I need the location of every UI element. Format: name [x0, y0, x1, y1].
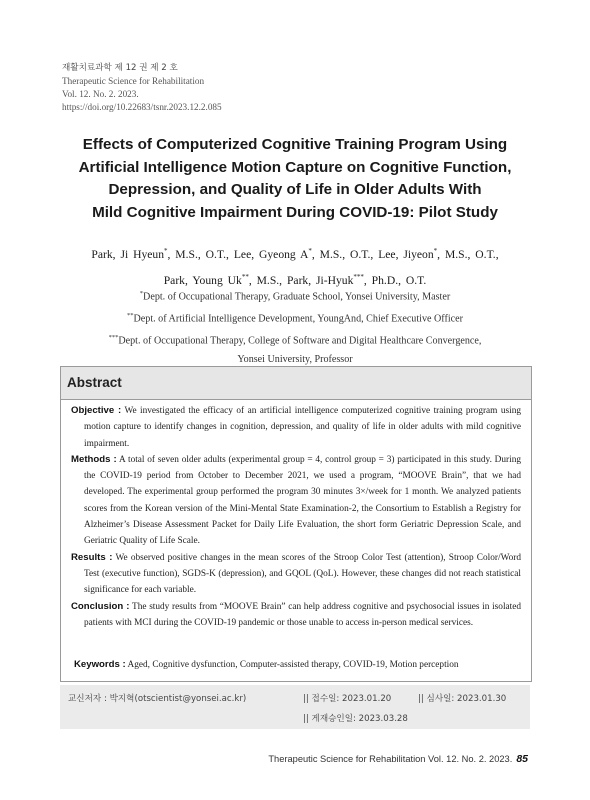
conclusion-section	[71, 599, 521, 632]
author-name: Park, Young Uk	[163, 273, 242, 287]
author-degrees: , M.S., O.T.,	[311, 247, 379, 261]
journal-english-name: Therapeutic Science for Rehabilitation	[62, 76, 205, 86]
title-line: Mild Cognitive Impairment During COVID-19: Pilot Study	[92, 203, 498, 221]
keywords	[74, 658, 521, 672]
correspondence-box	[60, 685, 530, 729]
keywords-label: Keywords :	[74, 659, 126, 670]
footer-journal: Therapeutic Science for Rehabilitation Vol. 12. No. 2. 2023.	[268, 754, 513, 764]
paper-title	[40, 134, 550, 224]
methods-section	[71, 452, 521, 550]
affiliation-text: Yonsei University, Professor	[237, 353, 353, 365]
affiliation-text: Dept. of Occupational Therapy, College of Software and Digital Healthcare Convergence,	[118, 335, 482, 347]
methods-label: Methods :	[71, 453, 117, 465]
author-name: Lee, Gyeong A	[233, 247, 309, 261]
title-line: Artificial Intelligence Motion Capture on Cognitive Function,	[78, 158, 512, 176]
abstract-body	[71, 403, 521, 631]
affiliation-text: Dept. of Occupational Therapy, Graduate School, Yonsei University, Master	[143, 291, 451, 303]
methods-text: A total of seven older adults (experimental group = 4, control group = 3) participated in this study. During the COVID-19 period from October to December 2021, we used a program, “MOOVE Brain”, that we had developed. The experimental group performed the program 30 minutes 3×/week for 1 month. We analyzed patients scores from the Korean version of the Mini-Mental State Examination-2, the Consortium to Establish a Registry for Alzheimer’s Disease Assessment Packet for Daily Life Evaluation, the short form Geriatric Depression Scale, and Geriatric Quality of Life Scale.	[84, 454, 522, 547]
affiliation-mark: *	[139, 290, 144, 297]
review-date: || 심사일: 2023.01.30	[418, 694, 507, 704]
corresponding-author: 교신저자 : 박지혁(otscientist@yonsei.ac.kr)	[68, 694, 247, 704]
abstract-heading: Abstract	[67, 375, 122, 390]
abstract-box	[60, 366, 532, 682]
author-name: Park, Ji Hyeun	[91, 247, 164, 261]
objective-label: Objective :	[71, 405, 122, 416]
author-mark: *	[433, 247, 438, 255]
affiliation-mark: **	[127, 311, 134, 319]
accepted-date: || 게재승인일: 2023.03.28	[303, 714, 408, 724]
author-mark: *	[164, 247, 168, 255]
affiliation-mark: ***	[108, 333, 119, 341]
results-label: Results :	[71, 551, 113, 563]
author-degrees: , Ph.D., O.T.	[363, 273, 427, 287]
results-section	[71, 550, 521, 599]
author-degrees: , M.S.,	[248, 273, 287, 287]
author-mark: ***	[353, 272, 364, 281]
author-name: Park, Ji-Hyuk	[286, 273, 354, 287]
affiliation-item	[40, 329, 550, 351]
journal-korean-name: 재활치료과학 제 12 권 제 2 호	[62, 63, 178, 73]
page-footer	[268, 753, 528, 765]
affiliation-item	[40, 307, 550, 329]
author-name: Lee, Jiyeon	[378, 247, 434, 261]
keywords-text: Aged, Cognitive dysfunction, Computer-assisted therapy, COVID-19, Motion perception	[127, 660, 459, 670]
journal-header	[62, 62, 222, 114]
author-list	[50, 240, 540, 292]
affiliation-text: Dept. of Artificial Intelligence Development, YoungAnd, Chief Executive Officer	[133, 313, 463, 325]
results-text: We observed positive changes in the mean scores of the Stroop Color Test (attention), Stroop Color/Word Test (executive function), SGDS-K (depression), and GQOL (QoL). However, these changes did not reach statistical significance for each variable.	[84, 552, 521, 596]
affiliation-item	[40, 285, 550, 307]
author-line	[50, 240, 540, 266]
affiliations	[40, 285, 550, 369]
journal-volume: Vol. 12. No. 2. 2023.	[62, 89, 139, 99]
received-date: || 접수일: 2023.01.20	[303, 694, 392, 704]
author-degrees: , M.S., O.T.,	[167, 247, 234, 261]
title-line: Depression, and Quality of Life in Older Adults With	[108, 181, 482, 198]
abstract-header	[61, 367, 531, 400]
title-line: Effects of Computerized Cognitive Training Program Using	[82, 136, 508, 153]
page-number: 85	[516, 753, 528, 765]
author-degrees: , M.S., O.T.,	[437, 247, 499, 261]
author-mark: **	[241, 272, 249, 281]
objective-text: We investigated the efficacy of an artificial intelligence computerized cognitive training program using motion capture to identify changes in cognition, depression, and quality of life in older adults with mild cognitive impairment.	[84, 406, 521, 449]
objective-section	[71, 403, 521, 452]
doi-link[interactable]: https://doi.org/10.22683/tsnr.2023.12.2.085	[62, 102, 222, 112]
conclusion-text: The study results from “MOOVE Brain” can help address cognitive and psychosocial issues in isolated patients with MCI during the COVID-19 pandemic or those unable to access in-person medical services.	[84, 601, 522, 628]
author-mark: *	[308, 247, 312, 255]
conclusion-label: Conclusion :	[71, 600, 130, 612]
